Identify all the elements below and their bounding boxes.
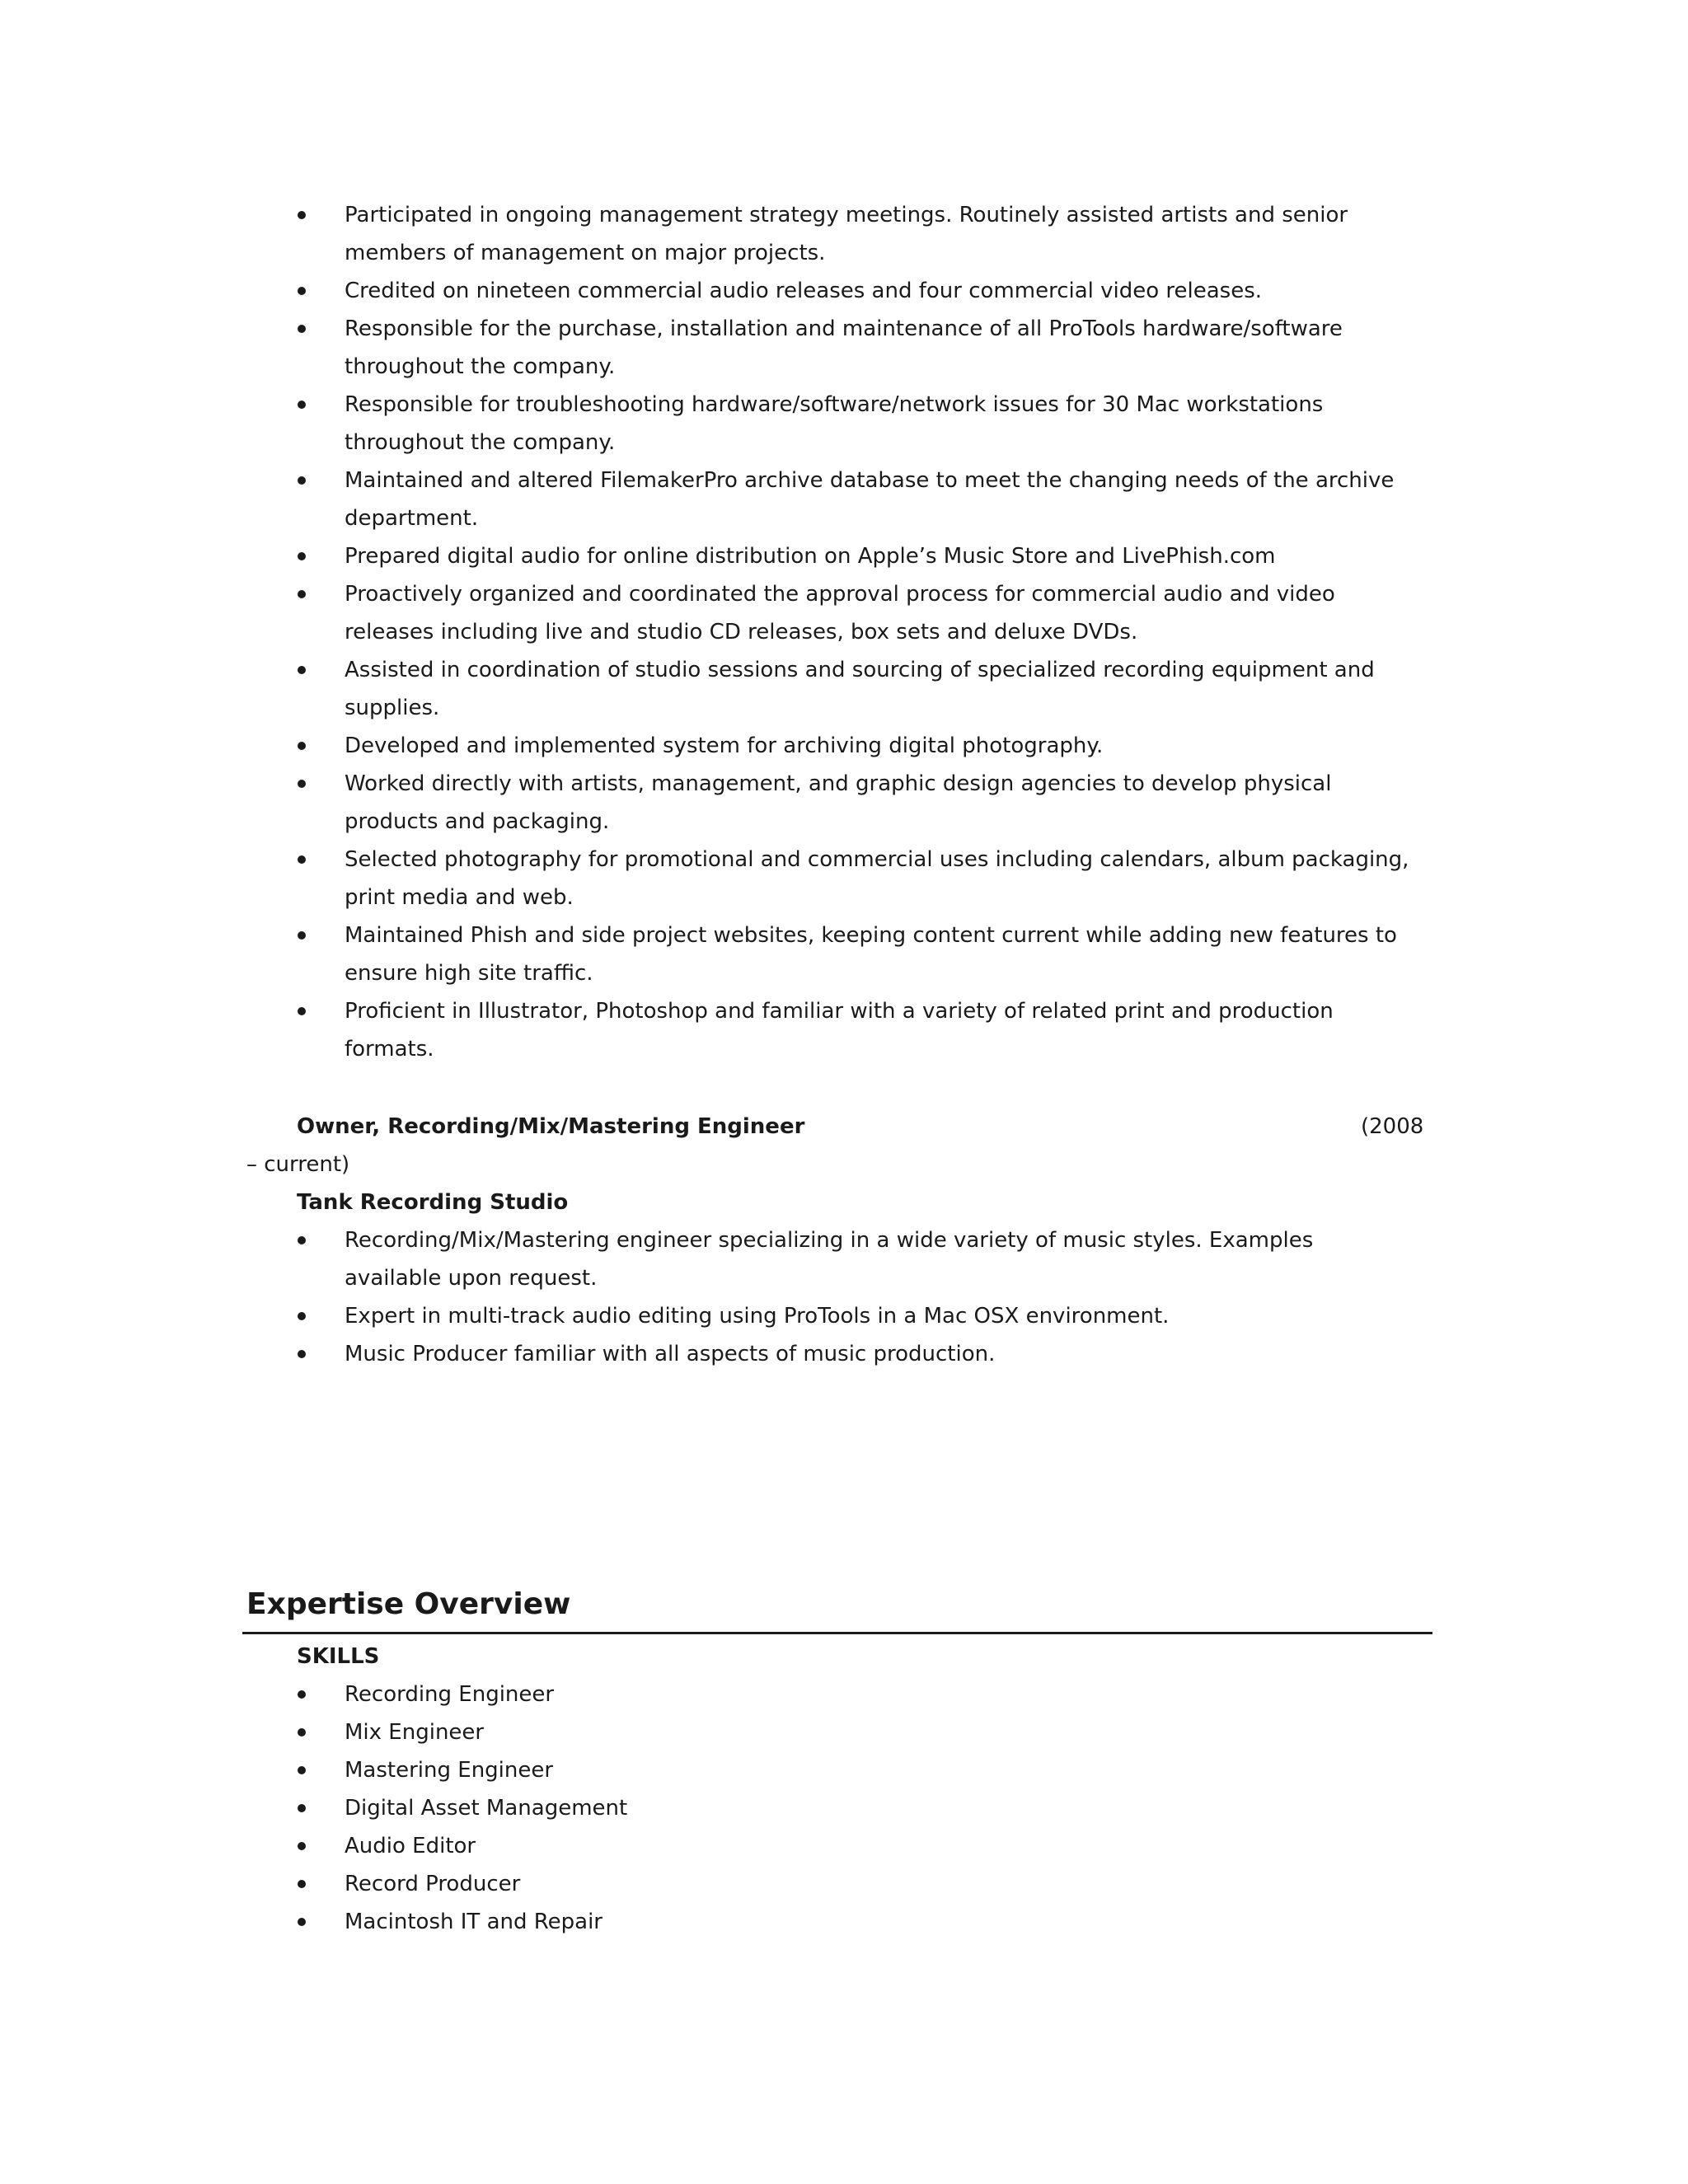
company-name: Tank Recording Studio bbox=[297, 1190, 569, 1215]
bullet-icon bbox=[298, 1728, 306, 1736]
bullet-icon bbox=[298, 1880, 306, 1888]
bullet-icon bbox=[298, 666, 306, 674]
bullet-icon bbox=[298, 1766, 306, 1774]
list-item: Record Producer bbox=[0, 1865, 1416, 1903]
list-item: Responsible for the purchase, installation and maintenance of all ProTools hardware/software throughout the company. bbox=[0, 310, 1416, 386]
experience-bullet-list bbox=[0, 196, 1688, 1068]
list-item: Music Producer familiar with all aspects of music production. bbox=[0, 1335, 1416, 1373]
bullet-icon bbox=[298, 1842, 306, 1850]
list-item: Assisted in coordination of studio sessions and sourcing of specialized recording equipment and supplies. bbox=[0, 651, 1416, 727]
list-item: Digital Asset Management bbox=[0, 1789, 1416, 1827]
job-title: Owner, Recording/Mix/Mastering Engineer bbox=[297, 1114, 805, 1139]
list-item: Recording Engineer bbox=[0, 1675, 1416, 1713]
bullet-icon bbox=[298, 590, 306, 598]
bullet-icon bbox=[298, 476, 306, 485]
bullet-icon bbox=[298, 780, 306, 788]
bullet-icon bbox=[298, 1350, 306, 1358]
bullet-icon bbox=[298, 1918, 306, 1926]
bullet-icon bbox=[298, 1236, 306, 1244]
list-item: Responsible for troubleshooting hardware/software/network issues for 30 Mac workstations throughout the company. bbox=[0, 386, 1416, 462]
bullet-icon bbox=[298, 325, 306, 333]
list-item: Expert in multi-track audio editing using ProTools in a Mac OSX environment. bbox=[0, 1297, 1416, 1335]
bullet-icon bbox=[298, 211, 306, 219]
section-heading: Expertise Overview bbox=[246, 1587, 571, 1621]
bullet-icon bbox=[298, 742, 306, 750]
studio-bullet-list bbox=[0, 1221, 1688, 1373]
list-item: Maintained Phish and side project websites, keeping content current while adding new features to ensure high site traffic. bbox=[0, 916, 1416, 992]
list-item: Maintained and altered FilemakerPro archive database to meet the changing needs of the archive department. bbox=[0, 462, 1416, 537]
bullet-icon bbox=[298, 401, 306, 409]
skills-label: SKILLS bbox=[297, 1644, 380, 1669]
list-item: Proactively organized and coordinated the approval process for commercial audio and video releases including live and studio CD releases, box sets and deluxe DVDs. bbox=[0, 575, 1416, 651]
list-item: Developed and implemented system for archiving digital photography. bbox=[0, 727, 1416, 765]
bullet-icon bbox=[298, 1007, 306, 1015]
bullet-icon bbox=[298, 287, 306, 295]
job-date-start: (2008 bbox=[1361, 1114, 1424, 1139]
bullet-icon bbox=[298, 1690, 306, 1699]
bullet-icon bbox=[298, 931, 306, 940]
list-item: Selected photography for promotional and commercial uses including calendars, album packaging, print media and web. bbox=[0, 841, 1416, 916]
list-item: Mastering Engineer bbox=[0, 1751, 1416, 1789]
section-divider bbox=[242, 1632, 1432, 1634]
list-item: Credited on nineteen commercial audio releases and four commercial video releases. bbox=[0, 272, 1416, 310]
bullet-icon bbox=[298, 1312, 306, 1320]
skills-list bbox=[0, 1675, 1688, 1941]
list-item: Audio Editor bbox=[0, 1827, 1416, 1865]
list-item: Recording/Mix/Mastering engineer specializing in a wide variety of music styles. Examples available upon request. bbox=[0, 1221, 1416, 1297]
list-item: Macintosh IT and Repair bbox=[0, 1903, 1416, 1941]
bullet-icon bbox=[298, 855, 306, 864]
list-item: Prepared digital audio for online distribution on Apple’s Music Store and LivePhish.com bbox=[0, 537, 1416, 575]
list-item: Worked directly with artists, management, and graphic design agencies to develop physical products and packaging. bbox=[0, 765, 1416, 841]
job-date-end: – current) bbox=[246, 1152, 350, 1177]
list-item: Participated in ongoing management strategy meetings. Routinely assisted artists and senior members of management on major projects. bbox=[0, 196, 1416, 272]
list-item: Proficient in Illustrator, Photoshop and familiar with a variety of related print and production formats. bbox=[0, 992, 1416, 1068]
bullet-icon bbox=[298, 1804, 306, 1812]
list-item: Mix Engineer bbox=[0, 1713, 1416, 1751]
bullet-icon bbox=[298, 552, 306, 560]
